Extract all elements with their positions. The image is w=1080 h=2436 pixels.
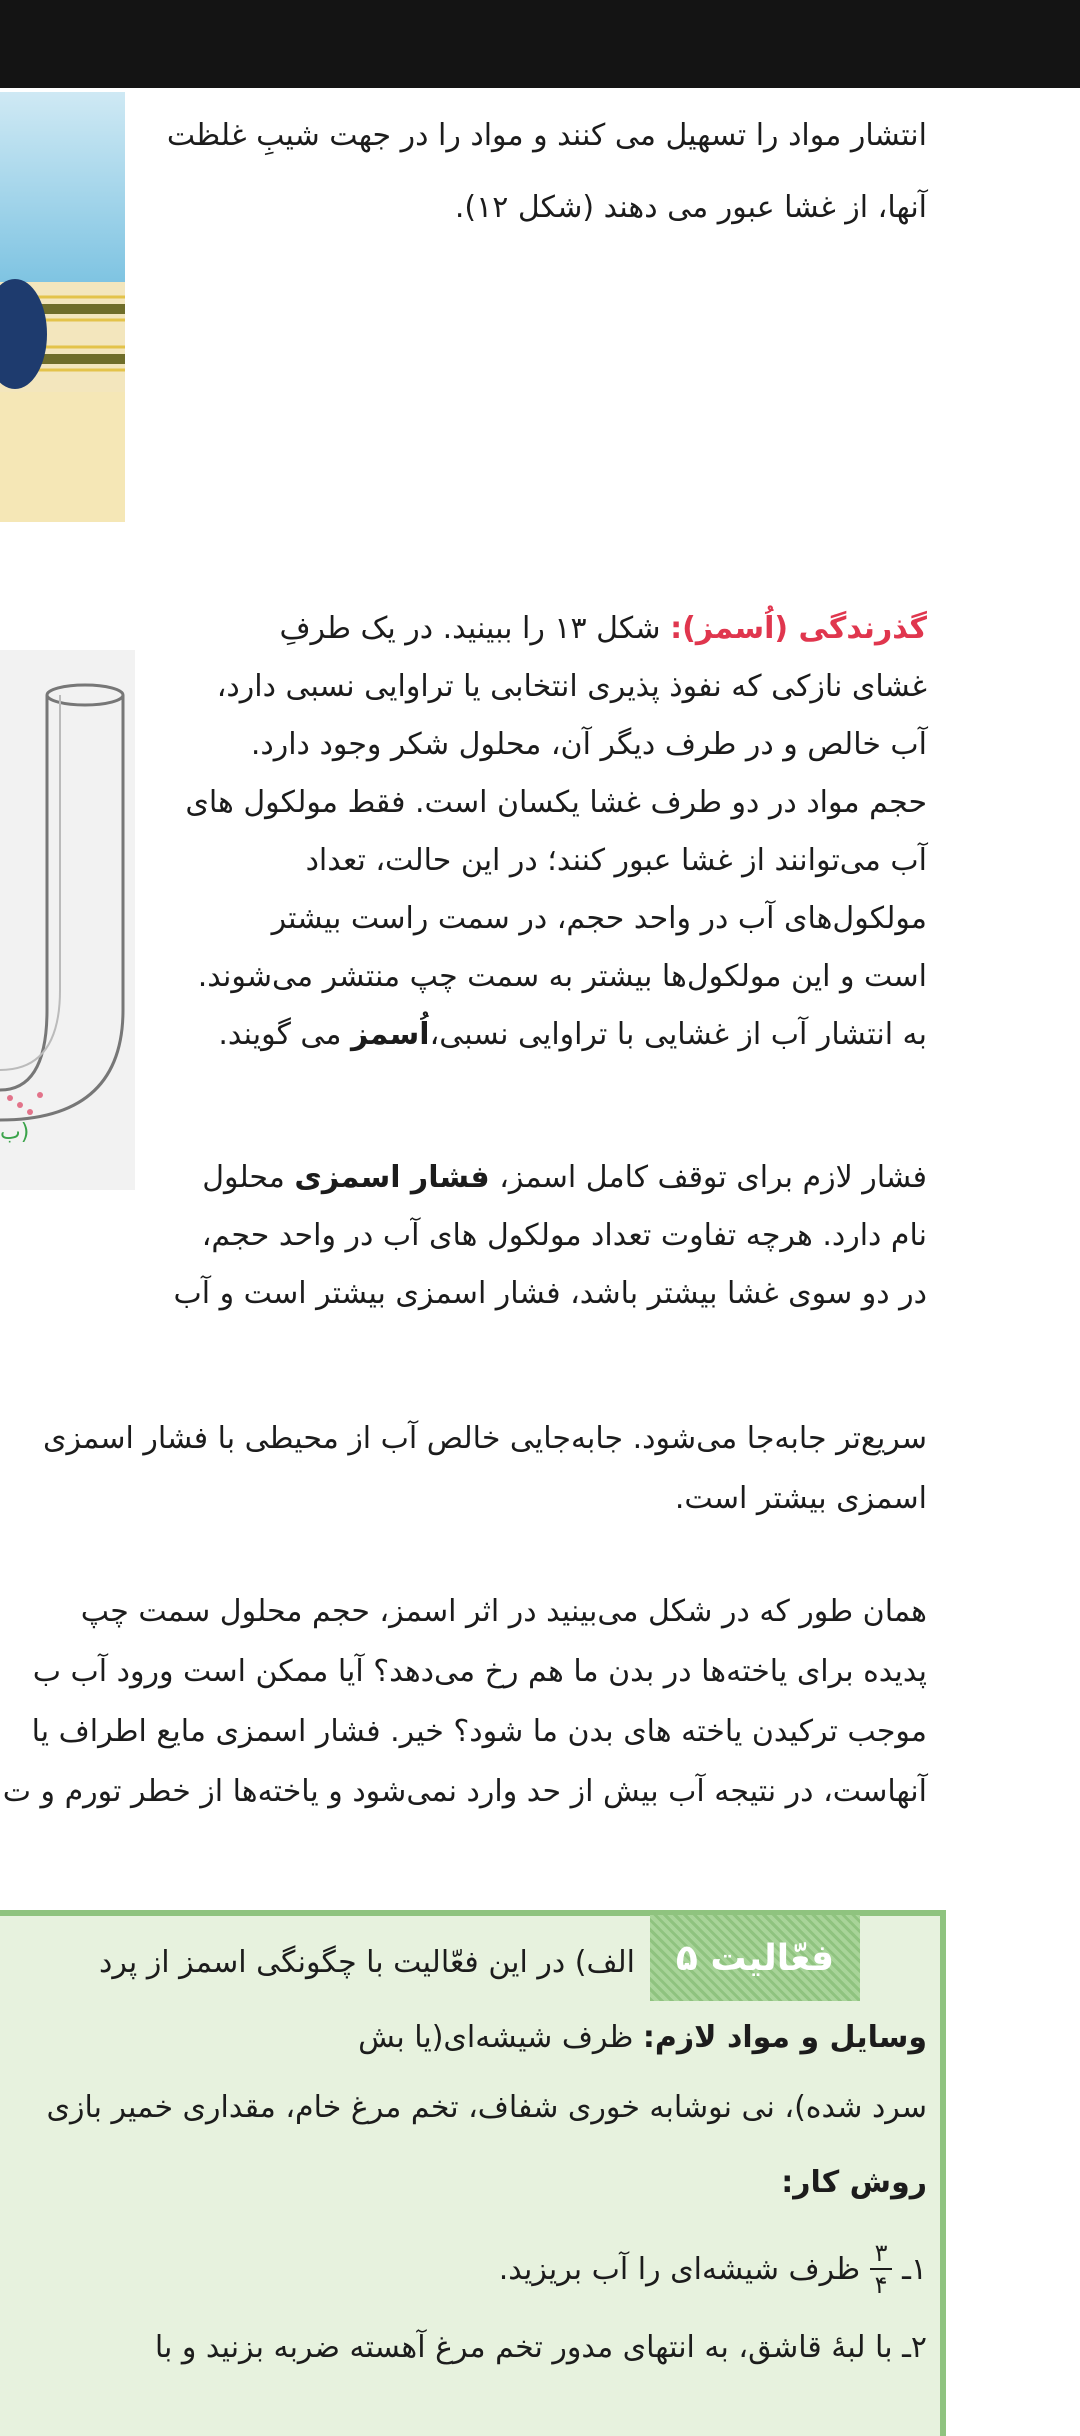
text-line: آنهاست، در نتیجه آب بیش از حد وارد نمی‌شود و یاخته‌ها از خطر تورم و ت — [2, 1774, 927, 1809]
text-line: حجم مواد در دو طرف غشا یکسان است. فقط مولکول های — [185, 785, 927, 820]
text-line: در دو سوی غشا بیشتر باشد، فشار اسمزی بیشتر است و آب — [173, 1276, 927, 1311]
osmosis-intro: شکل ۱۳ را ببینید. در یک طرفِ — [279, 611, 661, 646]
osmotic-pressure-term: فشار اسمزی — [294, 1160, 490, 1195]
activity-title: فعّالیت ۵ — [675, 1937, 835, 1979]
text-span: فشار لازم برای توقف کامل اسمز، — [499, 1160, 927, 1195]
step-text: ظرف شیشه‌ای را آب بریزید. — [498, 2251, 861, 2287]
activity-step-1 — [499, 2240, 927, 2298]
materials-text: ظرف شیشه‌ای(یا بش — [358, 2020, 634, 2055]
text-line: غشای نازکی که نفوذ پذیری انتخابی یا تراوایی نسبی دارد، — [216, 669, 927, 704]
activity-intro: الف) در این فعّالیت با چگونگی اسمز از پرد — [99, 1945, 635, 1980]
activity-step-2: ۲ـ با لبهٔ قاشق، به انتهای مدور تخم مرغ آهسته ضربه بزنید و با — [154, 2330, 927, 2365]
step-number: ۱ـ — [902, 2251, 927, 2287]
paragraph-diffusion — [147, 100, 927, 244]
text-line: انتشار مواد را تسهیل می کنند و مواد را در جهت شیبِ غلظت — [166, 118, 927, 153]
paragraph-pressure — [147, 1149, 927, 1323]
text-line — [147, 1149, 927, 1207]
paragraph-body-cells — [0, 1582, 927, 1822]
text-line — [147, 600, 927, 658]
paragraph-pressure-cont — [0, 1409, 927, 1529]
text-line: اسمزی بیشتر است. — [674, 1481, 927, 1516]
fraction-denominator: ۴ — [874, 2271, 888, 2299]
u-tube-figure — [0, 650, 135, 1190]
fraction — [870, 2240, 892, 2298]
text-line: موجب ترکیدن یاخته های بدن ما شود؟ خیر. فشار اسمزی مایع اطراف یا — [31, 1714, 927, 1749]
activity-title-tab — [650, 1915, 860, 2001]
fraction-bar — [870, 2268, 892, 2270]
text-span: می گویند. — [218, 1017, 342, 1052]
fraction-numerator: ۳ — [874, 2239, 888, 2267]
text-line: آنها، از غشا عبور می دهند (شکل ۱۲). — [454, 190, 927, 225]
text-line: نام دارد. هرچه تفاوت تعداد مولکول های آب در واحد حجم، — [201, 1218, 927, 1253]
materials-label: وسایل و مواد لازم: — [642, 2020, 927, 2055]
figure-label-b: ب) — [0, 1120, 30, 1145]
activity-materials — [358, 2020, 927, 2055]
paragraph-osmosis — [147, 600, 927, 1064]
text-line: مولکول‌های آب در واحد حجم، در سمت راست بیشتر — [271, 901, 927, 936]
membrane-figure — [0, 92, 125, 522]
text-line: آب می‌توانند از غشا عبور کنند؛ در این حالت، تعداد — [305, 843, 927, 878]
osmosis-term: اُسمز — [351, 1017, 430, 1052]
text-line: است و این مولکول‌ها بیشتر به سمت چپ منتشر می‌شوند. — [197, 959, 927, 994]
text-span: محلول — [202, 1160, 285, 1195]
text-line: آب خالص و در طرف دیگر آن، محلول شکر وجود دارد. — [250, 727, 927, 762]
osmosis-heading: گذرندگی (اُسمز): — [670, 611, 927, 646]
activity-materials-line2: سرد شده)، نی نوشابه خوری شفاف، تخم مرغ خام، مقداری خمیر بازی — [46, 2090, 927, 2125]
text-line: همان طور که در شکل می‌بینید در اثر اسمز، حجم محلول سمت چپ — [80, 1594, 927, 1629]
text-line: پدیده برای یاخته‌ها در بدن ما هم رخ می‌دهد؟ آیا ممکن است ورود آب ب — [32, 1654, 927, 1689]
top-bar — [0, 0, 1080, 88]
text-span: به انتشار آب از غشایی با تراوایی نسبی، — [429, 1017, 927, 1052]
text-line: سریع‌تر جابه‌جا می‌شود. جابه‌جایی خالص آب از محیطی با فشار اسمزی — [43, 1421, 927, 1456]
method-label: روش کار: — [781, 2165, 927, 2200]
text-line — [147, 1006, 927, 1064]
